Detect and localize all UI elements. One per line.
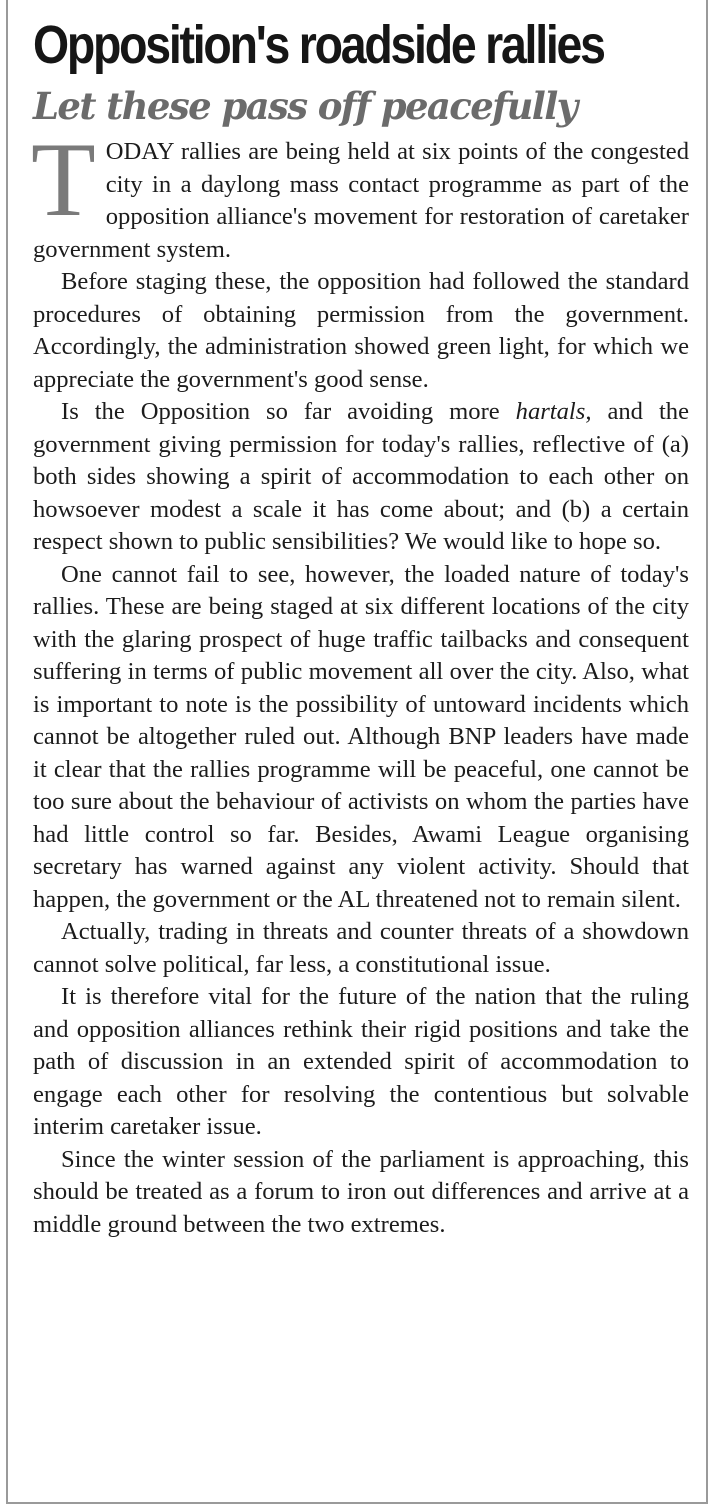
paragraph-6: It is therefore vital for the future of the nation that the ruling and opposition alliances rethink their rigid positions and take the path of discussion in an extended spirit of accommodation to engage each other for resolving the contentious but solvable interim caretaker issue. bbox=[33, 983, 689, 1140]
headline: Opposition's roadside rallies bbox=[33, 15, 604, 75]
paragraph-1-text: ODAY rallies are being held at six points of the congested city in a daylong mass contact programme as part of the opposition alliance's movement for restoration of caretaker government system. bbox=[33, 138, 689, 263]
editorial-article bbox=[33, 6, 689, 1241]
article-body bbox=[31, 121, 689, 1241]
paragraph-3 bbox=[33, 396, 689, 559]
paragraph-2: Before staging these, the opposition had followed the standard procedures of obtaining permission from the government. Accordingly, the administration showed green light, for which we appreciate the government's good sense. bbox=[33, 268, 689, 393]
paragraph-3-after: and the government giving permission for today's rallies, reflective of (a) both sides showing a spirit of accommodation to each other on howsoever modest a scale it has come about; and (b) a certain respect shown to public sensibilities? We would like to hope so. bbox=[33, 398, 689, 555]
paragraph-4: One cannot fail to see, however, the loaded nature of today's rallies. These are being staged at six different locations of the city with the glaring prospect of huge traffic tailbacks and consequent suffering in terms of public movement all over the city. Also, what is important to note is the possibility of untoward incidents which cannot be altogether ruled out. Although BNP leaders have made it clear that the rallies programme will be peaceful, one cannot be too sure about the behaviour of activists on whom the parties have had little control so far. Besides, Awami League organising secretary has warned against any violent activity. Should that happen, the government or the AL threatened not to remain silent. bbox=[33, 560, 689, 913]
paragraph-7: Since the winter session of the parliament is approaching, this should be treated as a forum to iron out differences and arrive at a middle ground between the two extremes. bbox=[33, 1145, 689, 1238]
drop-cap: T bbox=[31, 121, 96, 238]
paragraph-3-before: Is the Opposition so far avoiding more bbox=[61, 398, 516, 425]
paragraph-3-italic: hartals, bbox=[515, 398, 592, 425]
paragraph-5: Actually, trading in threats and counter threats of a showdown cannot solve political, far less, a constitutional issue. bbox=[33, 918, 689, 978]
subheadline: Let these pass off peacefully bbox=[33, 84, 577, 128]
paragraph-1 bbox=[31, 121, 689, 266]
